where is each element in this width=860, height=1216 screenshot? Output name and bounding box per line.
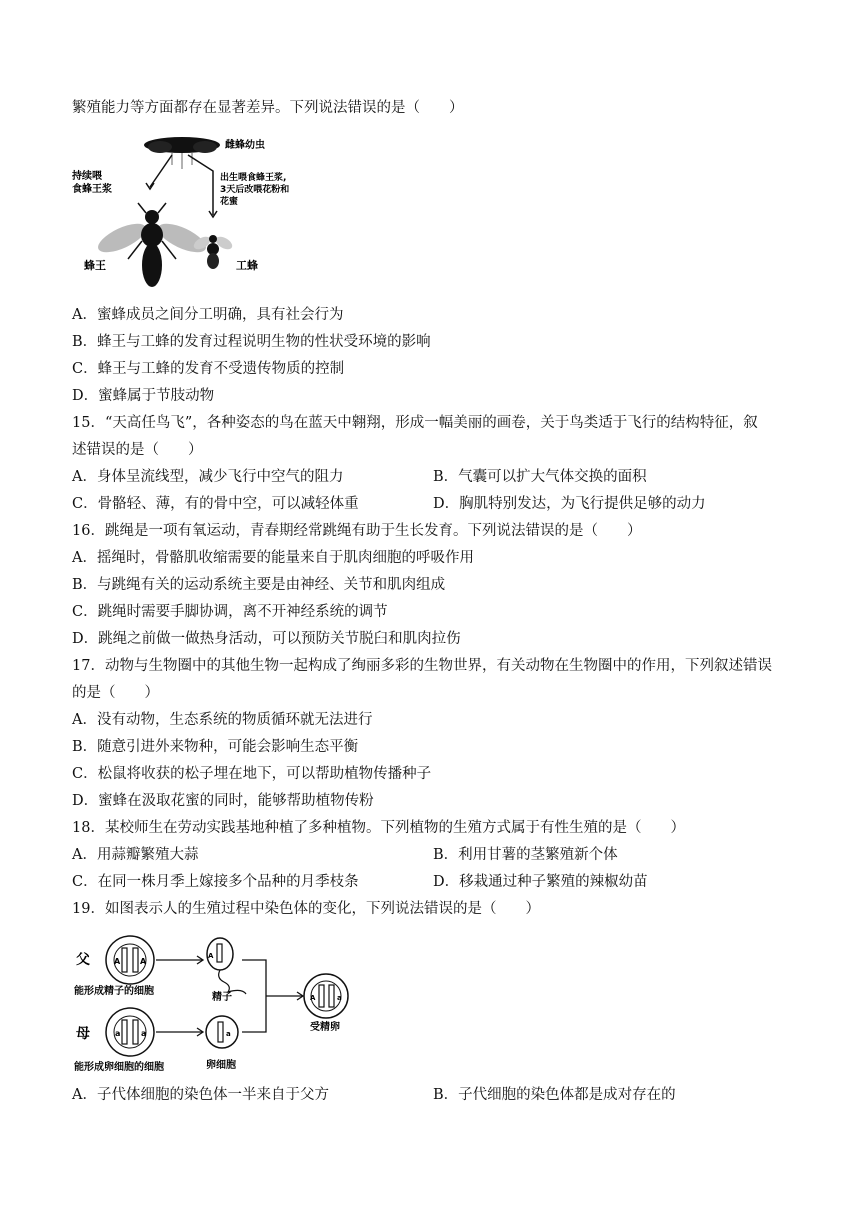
egg-label: 卵细胞 bbox=[206, 1060, 236, 1071]
q17-option-b: B．随意引进外来物种，可能会影响生态平衡 bbox=[72, 739, 359, 755]
q19-stem: 19．如图表示人的生殖过程中染色体的变化，下列说法错误的是（ ） bbox=[72, 901, 540, 917]
q17-stem-line2: 的是（ ） bbox=[72, 685, 159, 701]
mother-gene-left: a bbox=[115, 1029, 121, 1038]
right-note-2: 3天后改喂花粉和 bbox=[220, 185, 290, 195]
q17-option-d: D．蜜蜂在汲取花蜜的同时，能够帮助植物传粉 bbox=[72, 793, 374, 809]
father-gene-left: A bbox=[114, 957, 121, 966]
father-label: 父 bbox=[76, 952, 90, 968]
egg-cell bbox=[206, 1016, 238, 1048]
q18-option-d: D．移栽通过种子繁殖的辣椒幼苗 bbox=[433, 874, 648, 890]
q14-option-b: B．蜂王与工蜂的发育过程说明生物的性状受环境的影响 bbox=[72, 334, 431, 350]
q14-option-a: A．蜜蜂成员之间分工明确，具有社会行为 bbox=[72, 307, 344, 323]
sperm-gene: A bbox=[208, 952, 214, 960]
chromosome-figure bbox=[70, 928, 370, 1076]
queen-label: 蜂王 bbox=[84, 259, 106, 272]
q18-stem: 18．某校师生在劳动实践基地种植了多种植物。下列植物的生殖方式属于有性生殖的是（ ） bbox=[72, 820, 685, 836]
q18-option-a: A．用蒜瓣繁殖大蒜 bbox=[72, 847, 199, 863]
sperm-label: 精子 bbox=[212, 992, 232, 1003]
q17-option-c: C．松鼠将收获的松子埋在地下，可以帮助植物传播种子 bbox=[72, 766, 432, 782]
q15-option-a: A．身体呈流线型，减少飞行中空气的阻力 bbox=[72, 469, 344, 485]
mother-cell-label: 能形成卵细胞的细胞 bbox=[74, 1062, 164, 1073]
zygote-label: 受精卵 bbox=[310, 1022, 340, 1033]
q17-stem-line1: 17．动物与生物圈中的其他生物一起构成了绚丽多彩的生物世界，有关动物在生物圈中的作用，下列叙述错误 bbox=[72, 658, 772, 674]
q18-option-c: C．在同一株月季上嫁接多个品种的月季枝条 bbox=[72, 874, 359, 890]
zygote-gene-right: a bbox=[337, 994, 342, 1002]
father-cell-label: 能形成精子的细胞 bbox=[74, 986, 154, 997]
queen-bee-image bbox=[94, 203, 210, 287]
q15-option-d: D．胸肌特别发达，为飞行提供足够的动力 bbox=[433, 496, 706, 512]
worker-label: 工蜂 bbox=[236, 259, 258, 272]
egg-gene: a bbox=[226, 1030, 231, 1038]
mother-gene-right: a bbox=[141, 1029, 147, 1038]
arrow-to-queen bbox=[150, 155, 172, 187]
mother-cell bbox=[106, 1008, 154, 1056]
left-note-2: 食蜂王浆 bbox=[72, 184, 112, 195]
zygote-gene-left: A bbox=[310, 994, 316, 1002]
q19-option-a: A．子代体细胞的染色体一半来自于父方 bbox=[72, 1087, 329, 1103]
q14-option-c: C．蜂王与工蜂的发育不受遗传物质的控制 bbox=[72, 361, 345, 377]
left-note-1: 持续喂 bbox=[72, 171, 102, 182]
mother-label: 母 bbox=[76, 1026, 90, 1042]
q15-stem-line1: 15．“天高任鸟飞”，各种姿态的鸟在蓝天中翱翔，形成一幅美丽的画卷，关于鸟类适于飞行的结构特征，叙 bbox=[72, 415, 758, 431]
q15-option-b: B．气囊可以扩大气体交换的面积 bbox=[433, 469, 647, 485]
father-gene-right: A bbox=[140, 957, 147, 966]
q17-option-a: A．没有动物，生态系统的物质循环就无法进行 bbox=[72, 712, 373, 728]
right-note-3: 花蜜 bbox=[220, 197, 239, 207]
q16-option-b: B．与跳绳有关的运动系统主要是由神经、关节和肌肉组成 bbox=[72, 577, 446, 593]
q15-option-c: C．骨骼轻、薄，有的骨中空，可以减轻体重 bbox=[72, 496, 359, 512]
q16-option-c: C．跳绳时需要手脚协调，离不开神经系统的调节 bbox=[72, 604, 388, 620]
fertilization-connector bbox=[242, 960, 266, 1032]
q16-option-d: D．跳绳之前做一做热身活动，可以预防关节脱臼和肌肉拉伤 bbox=[72, 631, 461, 647]
q16-stem: 16．跳绳是一项有氧运动，青春期经常跳绳有助于生长发育。下列说法错误的是（ ） bbox=[72, 523, 642, 539]
sperm-cell bbox=[207, 938, 246, 994]
right-note-1: 出生喂食蜂王浆, bbox=[220, 173, 287, 183]
q15-stem-line2: 述错误的是（ ） bbox=[72, 442, 203, 458]
larva-label: 雌蜂幼虫 bbox=[225, 140, 265, 151]
larva-cluster-image bbox=[144, 137, 220, 169]
bee-development-figure bbox=[70, 133, 310, 293]
q14-stem-tail: 繁殖能力等方面都存在显著差异。下列说法错误的是（ ） bbox=[72, 100, 464, 116]
q19-option-b: B．子代细胞的染色体都是成对存在的 bbox=[433, 1087, 676, 1103]
q18-option-b: B．利用甘薯的茎繁殖新个体 bbox=[433, 847, 618, 863]
q14-option-d: D．蜜蜂属于节肢动物 bbox=[72, 388, 215, 404]
q16-option-a: A．摇绳时，骨骼肌收缩需要的能量来自于肌肉细胞的呼吸作用 bbox=[72, 550, 474, 566]
